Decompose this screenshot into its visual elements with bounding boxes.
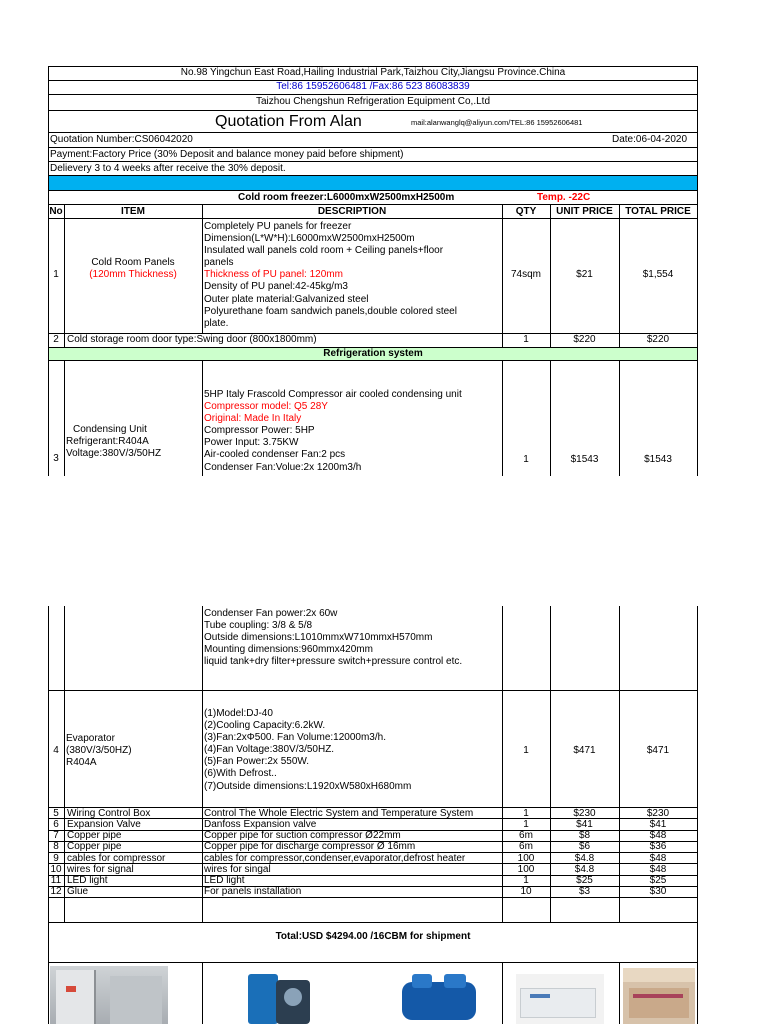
panels-photo	[623, 968, 695, 1024]
accent-bar	[49, 176, 697, 190]
row-no: 6	[53, 818, 59, 830]
row-qty: 1	[523, 334, 529, 345]
row-item: Glue	[67, 886, 89, 898]
row-no: 2	[53, 334, 59, 345]
row-qty: 74sqm	[510, 269, 541, 280]
row-description: (1)Model:DJ-40 (2)Cooling Capacity:6.2kW. (3)Fan:2xΦ500. Fan Volume:12000m3/h. (4)Fan Voltage:380V/3/50HZ. (5)Fan Power:2x 550W. (6)With Defrost.. (7)Outside dimensions:L1920xW580xH680mm	[204, 708, 412, 792]
row-qty: 10	[520, 886, 532, 898]
delivery-terms: Delievery 3 to 4 weeks after receive the 30% deposit.	[50, 163, 286, 174]
row-no: 9	[53, 852, 59, 864]
row-total-price: $230	[646, 807, 670, 819]
row-total-price: $48	[649, 830, 667, 841]
evaporator-photo	[516, 974, 604, 1024]
room-temp: Temp. -22C	[537, 192, 591, 203]
total-line: Total:USD $4294.00 /16CBM for shipment	[275, 931, 471, 942]
row-qty: 1	[523, 454, 529, 465]
page-title: Quotation From Alan	[215, 113, 362, 130]
row-unit-price: $25	[576, 875, 593, 886]
section-title: Refrigeration system	[323, 348, 423, 359]
quotation-date: Date:06-04-2020	[612, 134, 688, 145]
row-qty: 1	[523, 875, 529, 886]
row-no: 10	[50, 863, 62, 875]
row-unit-price: $21	[576, 269, 593, 280]
row-unit-price: $471	[573, 745, 596, 756]
row-unit-price: $3	[578, 886, 591, 898]
row-total-price: $1543	[644, 454, 672, 465]
row-qty: 1	[523, 818, 529, 830]
row-no: 3	[53, 453, 59, 464]
row-total-price: $220	[646, 334, 670, 345]
row-qty: 100	[517, 863, 535, 875]
row-item: cables for compressor	[67, 852, 166, 864]
row-item: Cold Room Panels	[91, 257, 175, 268]
row-unit-price: $41	[576, 818, 593, 830]
row-description: 5HP Italy Frascold Compressor air cooled condensing unit Compressor model: Q5 28Y Original: Made In Italy Compressor Power: 5HP Power Input: 3.75KW Air-cooled condenser Fan:2 pcs Condenser Fan:Volue:2x 1200m3/h	[204, 389, 462, 473]
row-item: Evaporator (380V/3/50HZ) R404A	[66, 733, 132, 769]
row-description: Control The Whole Electric System and Temperature System	[204, 807, 474, 819]
row-item: Expansion Valve	[67, 818, 141, 830]
col-description: DESCRIPTION	[317, 206, 387, 217]
quotation-number: Quotation Number:CS06042020	[50, 134, 193, 145]
company-name: Taizhou Chengshun Refrigeration Equipment Co,.Ltd	[255, 96, 491, 107]
row-description: Danfoss Expansion valve	[204, 818, 317, 830]
contact-info: mail:alanwanglq@aliyun.com/TEL:86 15952606481	[411, 118, 583, 127]
row-total-price: $36	[649, 841, 667, 853]
compressor-photo	[398, 968, 480, 1024]
row-description: Completely PU panels for freezer Dimension(L*W*H):L6000mxW2500mxH2500m Insulated wall panels cold room + Ceiling panels+floor panels Thickness of PU panel: 120mm Density of PU panel:42-45kg/m3 Outer plate material:Galvanized steel Polyurethane foam sandwich panels,double colored steel plate.	[204, 221, 457, 329]
row-item: Copper pipe	[67, 830, 122, 841]
row-no: 5	[53, 807, 59, 819]
row-description: cables for compressor,condenser,evaporator,defrost heater	[204, 852, 466, 864]
row-no: 12	[50, 886, 62, 898]
room-spec: Cold room freezer:L6000mxW2500mxH2500m	[238, 192, 455, 203]
company-address: No.98 Yingchun East Road,Hailing Industrial Park,Taizhou City,Jiangsu Province.China	[180, 67, 566, 78]
row-unit-price: $4.8	[574, 863, 595, 875]
row-no: 4	[53, 745, 59, 756]
col-unit-price: UNIT PRICE	[556, 206, 613, 217]
row-unit-price: $220	[573, 334, 596, 345]
row-divider	[48, 897, 698, 898]
row-qty: 1	[523, 807, 529, 819]
row-item: Copper pipe	[67, 841, 122, 853]
row-description: wires for singal	[204, 863, 271, 875]
row-description: Copper pipe for suction compressor Ø22mm	[204, 830, 401, 841]
row-total-price: $1,554	[642, 269, 674, 280]
row-total-price: $471	[646, 745, 670, 756]
row-total-price: $48	[649, 852, 667, 864]
row-total-price: $25	[649, 875, 667, 886]
row-unit-price: $230	[573, 807, 596, 819]
row-unit-price: $1543	[570, 454, 599, 465]
col-total-price: TOTAL PRICE	[625, 206, 691, 217]
row-no: 11	[50, 875, 62, 886]
row-unit-price: $8	[578, 830, 591, 841]
col-qty: QTY	[515, 206, 537, 217]
row-total-price: $30	[649, 886, 667, 898]
row-no: 1	[53, 269, 59, 280]
row-qty: 100	[517, 852, 535, 864]
row-description: LED light	[204, 875, 245, 886]
row-item: Condensing Unit Refrigerant:R404A Voltage:380V/3/50HZ	[66, 424, 162, 460]
row-no: 7	[53, 830, 59, 841]
row-item: Wiring Control Box	[67, 807, 151, 819]
row-item: wires for signal	[67, 863, 134, 875]
col-no: No	[49, 206, 63, 217]
row-qty: 6m	[519, 841, 533, 853]
row-item: LED light	[67, 875, 108, 886]
tel-fax: Tel:86 15952606481 /Fax:86 523 86083839	[276, 81, 470, 92]
row-qty: 6m	[519, 830, 533, 841]
payment-terms: Payment:Factory Price (30% Deposit and balance money paid before shipment)	[50, 149, 404, 160]
row-unit-price: $4.8	[574, 852, 595, 864]
row-description: Copper pipe for discharge compressor Ø 16mm	[204, 841, 416, 853]
row-total-price: $41	[649, 818, 667, 830]
cold-room-interior-photo	[50, 966, 168, 1024]
col-item: ITEM	[121, 206, 145, 217]
row-description-continued: Condenser Fan power:2x 60w Tube coupling: 3/8 & 5/8 Outside dimensions:L1010mmxW710mmxH570mm Mounting dimensions:960mmx420mm liquid tank+dry filter+pressure switch+pressure control etc.	[204, 608, 463, 668]
row-unit-price: $6	[578, 841, 591, 853]
row-qty: 1	[523, 745, 529, 756]
condensing-unit-photo	[246, 966, 312, 1024]
row-item-note: (120mm Thickness)	[89, 269, 177, 280]
row-item: Cold storage room door type:Swing door (800x1800mm)	[67, 334, 317, 345]
row-no: 8	[53, 841, 59, 853]
row-description: For panels installation	[204, 886, 302, 898]
row-total-price: $48	[649, 863, 667, 875]
